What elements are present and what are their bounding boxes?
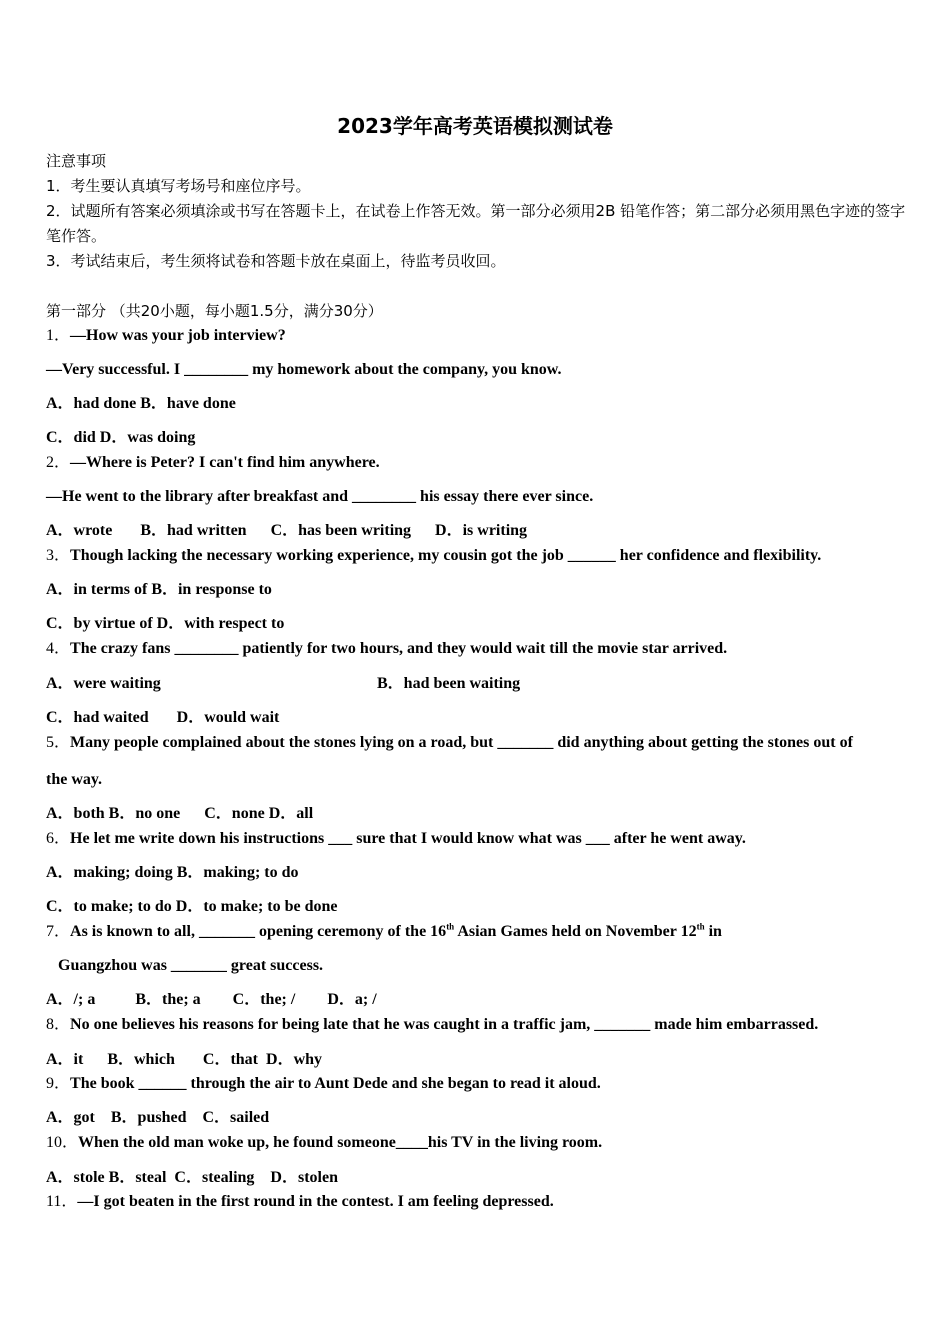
question-3-options-ab: A．in terms of B．in response to <box>46 581 272 598</box>
question-1-options-ab: A．had done B．have done <box>46 395 236 412</box>
question-6 <box>46 827 916 851</box>
question-9-options: A．got B．pushed C．sailed <box>46 1109 270 1126</box>
question-8-options: A．it B．which C．that D．why <box>46 1051 323 1068</box>
question-number: 3． <box>46 547 71 564</box>
question-stem: He let me write down his instructions ___ sure that I would know what was ___ after he went away. <box>70 830 746 847</box>
question-stem: Many people complained about the stones lying on a road, but _______ did anything about getting the stones out of <box>70 734 853 751</box>
question-9 <box>46 1072 916 1096</box>
question-2-reply: —He went to the library after breakfast and ________ his essay there ever since. <box>46 488 594 505</box>
question-6-options-cd: C．to make; to do D．to make; to be done <box>46 898 338 915</box>
question-stem-end: in <box>704 923 722 940</box>
question-number: 2． <box>46 454 71 471</box>
notice-item-3: 3．考试结束后，考生须将试卷和答题卡放在桌面上，待监考员收回。 <box>46 252 506 270</box>
question-number: 6． <box>46 830 71 847</box>
question-1-options-cd: C．did D．was doing <box>46 429 196 446</box>
question-5 <box>46 731 916 755</box>
question-number: 5． <box>46 734 71 751</box>
question-7-options: A．/; a B．the; a C．the; / D．a; / <box>46 991 377 1008</box>
question-number: 10． <box>46 1134 79 1151</box>
question-5-options: A．both B．no one C．none D．all <box>46 805 314 822</box>
question-number: 7． <box>46 923 71 940</box>
question-4-option-b: B．had been waiting <box>377 675 521 692</box>
question-stem: The book ______ through the air to Aunt Dede and she began to read it aloud. <box>70 1075 601 1092</box>
question-11 <box>46 1190 916 1214</box>
question-3-options-cd: C．by virtue of D．with respect to <box>46 615 285 632</box>
notice-heading: 注意事项 <box>46 152 107 170</box>
question-stem: When the old man woke up, he found someone____his TV in the living room. <box>78 1134 603 1151</box>
question-4-option-a: A．were waiting <box>46 675 161 692</box>
question-2-options: A．wrote B．had written C．has been writing D．is writing <box>46 522 528 539</box>
question-2 <box>46 451 916 475</box>
question-5-stem-continued: the way. <box>46 771 102 788</box>
question-1 <box>46 324 916 348</box>
question-number: 4． <box>46 640 71 657</box>
question-stem: —How was your job interview? <box>70 327 286 344</box>
page-title: 2023学年高考英语模拟测试卷 <box>337 114 613 138</box>
question-10 <box>46 1131 916 1155</box>
notice-item-1: 1．考生要认真填写考场号和座位序号。 <box>46 177 311 195</box>
question-stem: As is known to all, _______ opening ceremony of the 16 <box>70 923 447 940</box>
question-4-options-cd: C．had waited D．would wait <box>46 709 280 726</box>
question-1-reply: —Very successful. I ________ my homework about the company, you know. <box>46 361 562 378</box>
question-8 <box>46 1013 916 1037</box>
question-number: 11． <box>46 1193 78 1210</box>
question-7-stem-continued: Guangzhou was _______ great success. <box>58 957 324 974</box>
superscript: th <box>446 921 455 932</box>
question-number: 1． <box>46 327 71 344</box>
section-heading: 第一部分 （共20小题，每小题1.5分，满分30分） <box>46 302 383 320</box>
question-stem: No one believes his reasons for being late that he was caught in a traffic jam, _______ made him embarrassed. <box>70 1016 819 1033</box>
superscript: th <box>696 921 705 932</box>
question-stem-middle: Asian Games held on November 12 <box>454 923 697 940</box>
question-10-options: A．stole B．steal C．stealing D．stolen <box>46 1169 338 1186</box>
question-7 <box>46 920 916 944</box>
question-stem: The crazy fans ________ patiently for two hours, and they would wait till the movie star arrived. <box>70 640 728 657</box>
question-stem: —I got beaten in the first round in the contest. I am feeling depressed. <box>77 1193 554 1210</box>
question-stem: Though lacking the necessary working experience, my cousin got the job ______ her confidence and flexibility. <box>70 547 822 564</box>
notice-item-2: 2．试题所有答案必须填涂或书写在答题卡上，在试卷上作答无效。第一部分必须用2B 铅笔作答；第二部分必须用黑色字迹的签字笔作答。 <box>46 202 906 245</box>
question-stem: —Where is Peter? I can't find him anywhere. <box>70 454 380 471</box>
question-3 <box>46 544 916 568</box>
question-number: 8． <box>46 1016 71 1033</box>
question-6-options-ab: A．making; doing B．making; to do <box>46 864 299 881</box>
question-4 <box>46 637 916 661</box>
question-number: 9． <box>46 1075 71 1092</box>
